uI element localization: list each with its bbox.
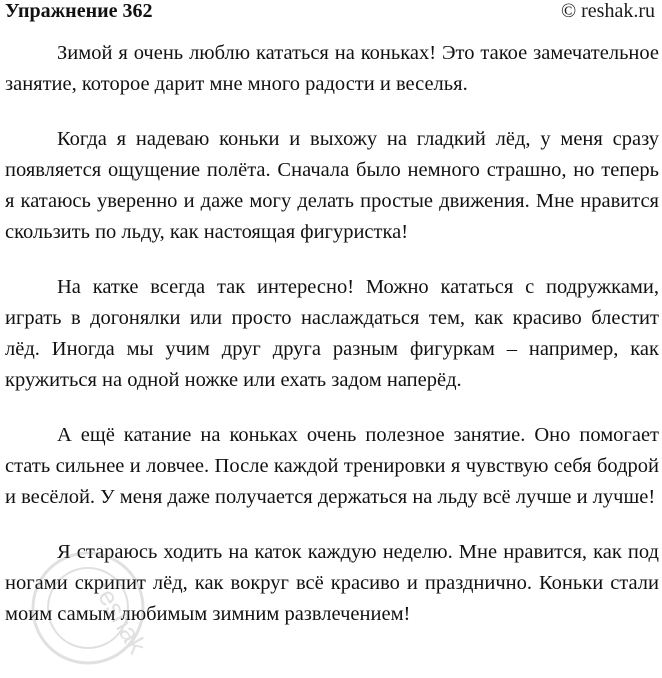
watermark-text: reshak: [87, 576, 153, 659]
paragraph-5: Я стараюсь ходить на каток каждую неделю. Мне нравится, как под ногами скрипит лёд, как вокруг всё красиво и празднично. Коньки стали моим самым любимым зимним развлечением!: [5, 541, 659, 625]
paragraph-2: Когда я надеваю коньки и выхожу на гладкий лёд, у меня сразу появляется ощущение полёта. Сначала было немного страшно, но теперь я катаюсь уверенно и даже могу делать простые движения. Мне нравится скользить по льду, как настоящая фигуристка!: [5, 128, 659, 243]
paragraph-4: А ещё катание на коньках очень полезное занятие. Оно помогает стать сильнее и ловчее. После каждой тренировки я чувствую себя бодрой и весёлой. У меня даже получается держаться на льду всё лучше и лучше!: [5, 424, 659, 508]
paragraph-1: Зимой я очень люблю кататься на коньках! Это такое замечательное занятие, которое дарит мне много радости и веселья.: [5, 42, 659, 95]
copyright-site: © reshak.ru: [560, 0, 655, 22]
exercise-title: Упражнение 362: [5, 0, 153, 22]
paragraph-3: На катке всегда так интересно! Можно кататься с подружками, играть в догонялки или просто наслаждаться тем, как красиво блестит лёд. Иногда мы учим друг друга разным фигуркам – например, как кружиться на одной ножке или ехать задом наперёд.: [5, 276, 659, 391]
page-header: [5, 0, 655, 26]
essay-text: [5, 38, 659, 630]
